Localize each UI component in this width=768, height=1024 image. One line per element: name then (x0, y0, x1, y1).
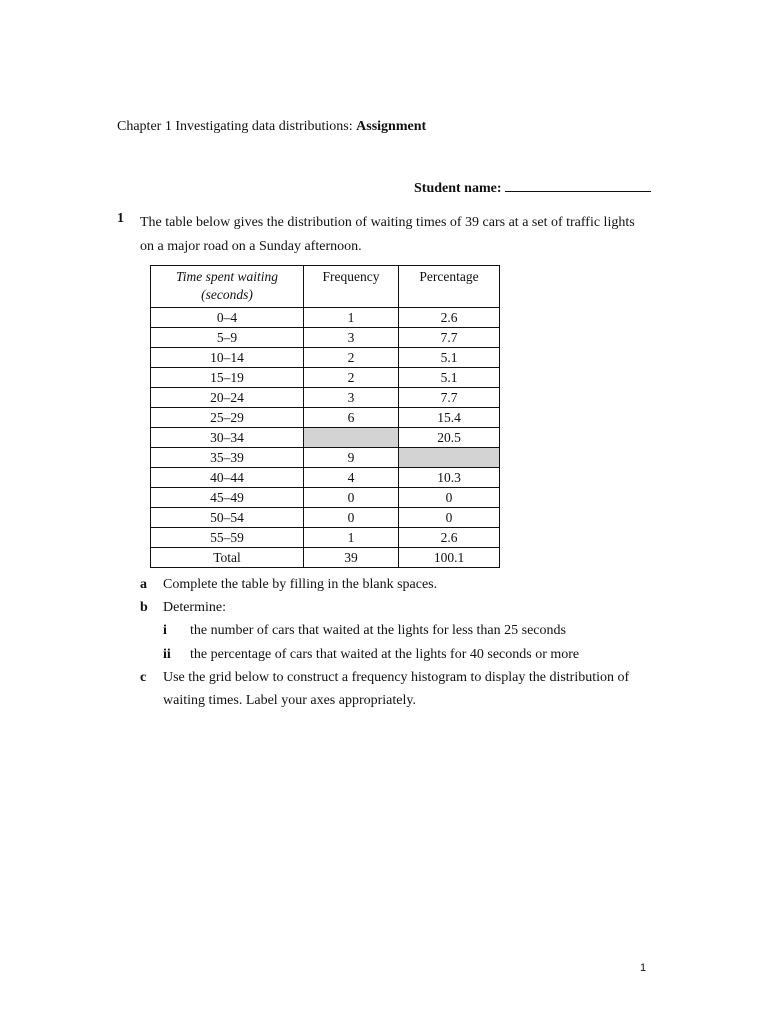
cell-frequency: 1 (304, 528, 399, 548)
cell-time: 25–29 (151, 408, 304, 428)
cell-frequency: 0 (304, 488, 399, 508)
cell-time: 20–24 (151, 388, 304, 408)
question-number: 1 (117, 211, 124, 226)
part-bii-label: ii (163, 647, 171, 662)
cell-frequency: 3 (304, 328, 399, 348)
cell-time: 45–49 (151, 488, 304, 508)
table-body (151, 308, 500, 568)
cell-time: 15–19 (151, 368, 304, 388)
part-bi-label: i (163, 623, 167, 638)
table-row (151, 348, 500, 368)
cell-frequency: 2 (304, 368, 399, 388)
cell-time: 10–14 (151, 348, 304, 368)
cell-percentage: 0 (399, 508, 500, 528)
part-a-label: a (140, 577, 147, 592)
header-time: Time spent waiting (seconds) (151, 266, 304, 308)
part-b-text: Determine: (163, 600, 226, 615)
cell-percentage: 10.3 (399, 468, 500, 488)
table-row (151, 468, 500, 488)
part-bi-text: the number of cars that waited at the lights for less than 25 seconds (190, 623, 566, 638)
chapter-title: Chapter 1 Investigating data distributions: (117, 119, 357, 134)
cell-time: 55–59 (151, 528, 304, 548)
cell-frequency: 0 (304, 508, 399, 528)
cell-percentage: 7.7 (399, 388, 500, 408)
part-c-text: Use the grid below to construct a frequency histogram to display the distribution of waiting times. Label your axes appropriately. (163, 670, 630, 708)
table-row (151, 508, 500, 528)
cell-percentage[interactable] (399, 448, 500, 468)
cell-percentage: 7.7 (399, 328, 500, 348)
cell-time: 35–39 (151, 448, 304, 468)
assignment-label: Assignment (356, 119, 427, 134)
part-a-text: Complete the table by filling in the blank spaces. (163, 577, 438, 592)
student-name-blank[interactable] (505, 179, 651, 192)
cell-frequency: 2 (304, 348, 399, 368)
cell-percentage: 0 (399, 488, 500, 508)
cell-percentage: 5.1 (399, 368, 500, 388)
chapter-heading (117, 119, 426, 135)
cell-percentage: 5.1 (399, 348, 500, 368)
cell-frequency[interactable] (304, 428, 399, 448)
table-row (151, 448, 500, 468)
header-percentage: Percentage (399, 266, 500, 308)
cell-percentage: 20.5 (399, 428, 500, 448)
table-header-row (151, 266, 500, 308)
cell-time: 0–4 (151, 308, 304, 328)
cell-percentage: 15.4 (399, 408, 500, 428)
table-row (151, 308, 500, 328)
cell-time: 30–34 (151, 428, 304, 448)
part-c-label: c (140, 670, 147, 685)
page-number: 1 (640, 962, 647, 974)
student-name-label: Student name: (414, 181, 502, 196)
cell-percentage: 2.6 (399, 308, 500, 328)
table-total-row (151, 548, 500, 568)
table-row (151, 388, 500, 408)
question-text: The table below gives the distribution of waiting times of 39 cars at a set of traffic lights on a major road on a Sunday afternoon. (140, 215, 635, 254)
cell-frequency: 6 (304, 408, 399, 428)
cell-frequency: 3 (304, 388, 399, 408)
table-row (151, 488, 500, 508)
cell-frequency: 1 (304, 308, 399, 328)
table-row (151, 528, 500, 548)
total-label: Total (151, 548, 304, 568)
table-row (151, 408, 500, 428)
table-row (151, 368, 500, 388)
header-frequency: Frequency (304, 266, 399, 308)
table-row (151, 328, 500, 348)
cell-time: 50–54 (151, 508, 304, 528)
part-bii-text: the percentage of cars that waited at the lights for 40 seconds or more (190, 647, 580, 662)
total-frequency: 39 (304, 548, 399, 568)
waiting-times-table (150, 265, 500, 568)
table-row (151, 428, 500, 448)
cell-time: 40–44 (151, 468, 304, 488)
cell-frequency: 9 (304, 448, 399, 468)
part-b-label: b (140, 600, 148, 615)
cell-percentage: 2.6 (399, 528, 500, 548)
total-percentage: 100.1 (399, 548, 500, 568)
student-name-field (414, 179, 651, 197)
cell-time: 5–9 (151, 328, 304, 348)
cell-frequency: 4 (304, 468, 399, 488)
